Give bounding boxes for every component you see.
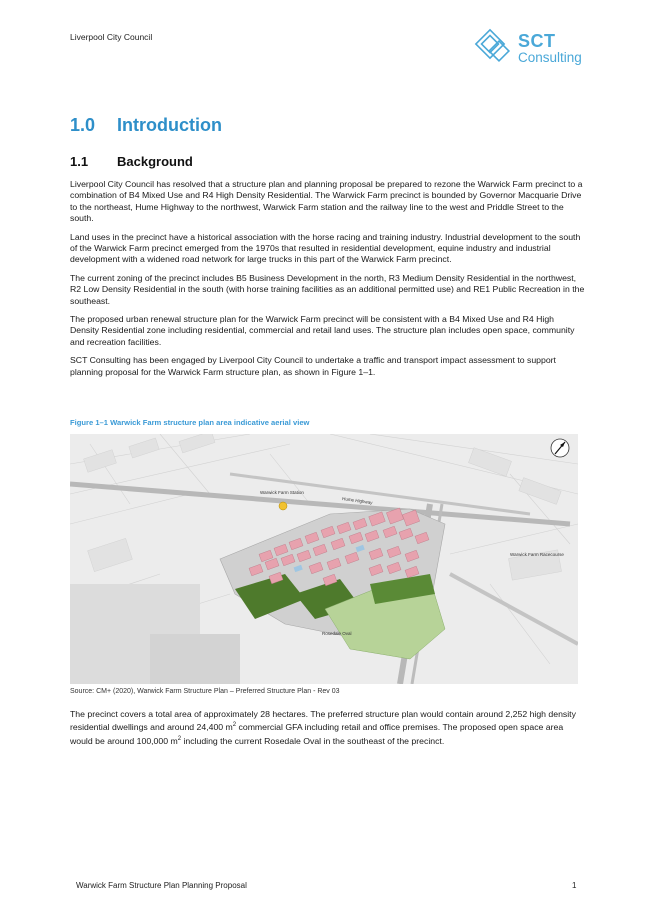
- background-text: [70, 179, 585, 385]
- section-title: Introduction: [117, 115, 222, 135]
- footer-page-number: 1: [572, 881, 577, 890]
- header-organisation: Liverpool City Council: [70, 32, 153, 42]
- logo-text-consulting: Consulting: [518, 50, 582, 65]
- diamond-logo-icon: [470, 28, 516, 74]
- aerial-view-figure: [70, 434, 578, 684]
- figure-caption: Figure 1–1 Warwick Farm structure plan area indicative aerial view: [70, 418, 310, 427]
- superscript: 2: [232, 722, 237, 729]
- subsection-heading: [70, 154, 193, 169]
- paragraph: SCT Consulting has been engaged by Liverpool City Council to undertake a traffic and transport impact assessment to support planning proposal for the Warwick Farm structure plan, as shown in Figure 1–1.: [70, 355, 556, 377]
- text-segment: including the current Rosedale Oval in the southeast of the precinct.: [181, 735, 445, 746]
- section-number: 1.0: [70, 115, 96, 135]
- label-oval: Rosedale Oval: [322, 631, 352, 636]
- paragraph: The current zoning of the precinct includes B5 Business Development in the north, R3 Medium Density Residential in the northwest, R2 Low Density Residential in the south (with horse training facilities as an additional permitted use) and RE1 Public Recreation in the southeast.: [70, 272, 585, 306]
- station-marker-icon: [279, 502, 287, 510]
- superscript: 2: [177, 735, 182, 742]
- paragraph: [70, 709, 585, 747]
- label-highway: Hume Highway: [341, 496, 373, 506]
- footer-document-title: Warwick Farm Structure Plan Planning Proposal: [76, 881, 247, 890]
- text-segment: The precinct covers a total area of approximately 28 hectares. The preferred structure plan would contain around 2,252 high density residential dwellings and around 24,400 m: [70, 709, 576, 733]
- paragraph: Land uses in the precinct have a historical association with the horse racing and training industry. Industrial development to the south of the Warwick Farm precinct emerged from the 1970s that resulted in residential development, equine industry and industrial development with a widened road network for large trucks in this part of the Warwick Farm precinct.: [70, 231, 581, 265]
- north-arrow-icon: [551, 439, 569, 457]
- text-segment: commercial GFA including retail and office premises. The proposed open space area would be around 100,000 m: [70, 722, 564, 746]
- paragraph: Liverpool City Council has resolved that a structure plan and planning proposal be prepared to rezone the Warwick Farm precinct to a combination of B4 Mixed Use and R4 High Density Residential. The Warwick Farm precinct is bounded by Governor Macquarie Drive to the northeast, Hume Highway to the northwest, Warwick Farm station and the railway line to the west and Priddle Street to the south.: [70, 179, 583, 224]
- logo-text-sct: SCT: [518, 31, 556, 51]
- label-station: Warwick Farm Station: [260, 490, 304, 495]
- section-heading: [70, 115, 222, 136]
- label-racecourse: Warwick Farm Racecourse: [510, 552, 564, 557]
- subsection-title: Background: [117, 154, 193, 169]
- subsection-number: 1.1: [70, 154, 89, 169]
- paragraph: The proposed urban renewal structure plan for the Warwick Farm precinct will be consistent with a B4 Mixed Use and R4 High Density Residential zone including residential, commercial and retail land uses. The structure plan includes open space, community and recreation facilities.: [70, 314, 575, 347]
- precinct-summary-text: [70, 709, 585, 754]
- figure-source: Source: CM+ (2020), Warwick Farm Structure Plan – Preferred Structure Plan - Rev 03: [70, 688, 340, 695]
- sct-logo: [470, 28, 588, 74]
